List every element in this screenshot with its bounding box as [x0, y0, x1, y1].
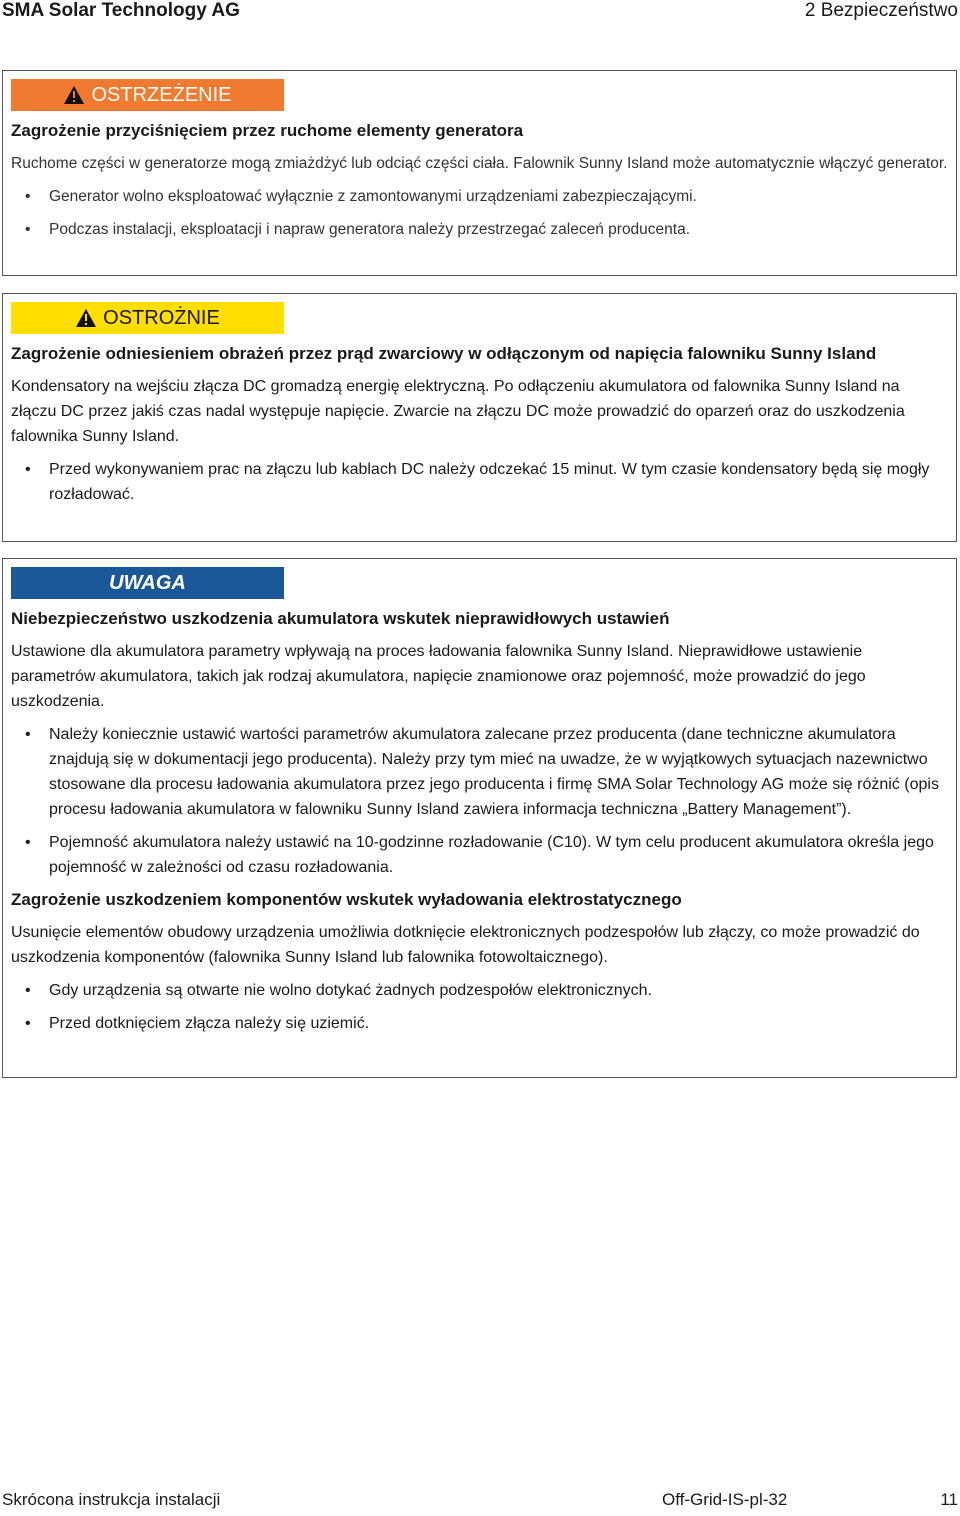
caution-label-text: OSTROŻNIE	[103, 307, 220, 329]
warning-title: Zagrożenie przyciśnięciem przez ruchome elementy generatora	[11, 121, 524, 140]
list-item: • Pojemność akumulatora należy ustawić na 10-godzinne rozładowanie (C10). W tym celu producent akumulatora określa jego pojemność w zależności od czasu rozładowania.	[11, 830, 948, 880]
page-footer	[0, 1490, 960, 1516]
document-code: Off-Grid-IS-pl-32	[662, 1490, 788, 1509]
notice-title-esd: Zagrożenie uszkodzeniem komponentów wskutek wyładowania elektrostatycznego	[11, 890, 682, 909]
warning-content	[11, 119, 948, 250]
caution-title: Zagrożenie odniesieniem obrażeń przez prąd zwarciowy w odłączonym od napięcia falowniku Sunny Island	[11, 344, 877, 363]
notice-label: UWAGA	[11, 567, 284, 599]
notice-text-esd: Usunięcie elementów obudowy urządzenia umożliwia dotknięcie elektronicznych podzespołów lub złączy, co może prowadzić do uszkodzenia komponentów (falownika Sunny Island lub falownika fotowoltaicznego).	[11, 924, 920, 966]
list-item: • Należy koniecznie ustawić wartości parametrów akumulatora zalecane przez producenta (dane techniczne akumulatora znajdują się w dokumentacji jego producenta). Należy przy tym mieć na uwadze, że w wyjątkowych sytuacjach nazewnictwo stosowane dla procesu ładowania akumulatora przez jego producenta i firmę SMA Solar Technology AG może się różnić (opis procesu ładowania akumulatora w falowniku Sunny Island zawiera informacja techniczna „Battery Management”).	[11, 722, 948, 822]
warning-bullets	[11, 184, 948, 242]
caution-bullets	[11, 457, 948, 507]
warning-label-text: OSTRZEŻENIE	[91, 84, 232, 106]
caution-content	[11, 342, 948, 515]
warning-label	[11, 79, 284, 111]
caution-text: Kondensatory na wejściu złącza DC gromadzą energię elektryczną. Po odłączeniu akumulatora od falownika Sunny Island na złączu DC przez jakiś czas nadal występuje napięcie. Zwarcie na złączu DC może prowadzić do oparzeń oraz do uszkodzenia falownika Sunny Island.	[11, 378, 905, 445]
notice-content	[11, 607, 948, 1044]
page-header	[0, 0, 960, 24]
notice-bullets-battery	[11, 722, 948, 880]
section-title: 2 Bezpieczeństwo	[804, 0, 958, 21]
notice-bullets-esd	[11, 978, 948, 1036]
warning-triangle-icon	[75, 308, 97, 328]
warning-box	[2, 70, 957, 276]
list-item: • Generator wolno eksploatować wyłącznie z zamontowanymi urządzeniami zabezpieczającymi.	[11, 184, 948, 209]
warning-triangle-icon	[63, 85, 85, 105]
page-number: 11	[940, 1490, 958, 1509]
caution-label	[11, 302, 284, 334]
company-name: SMA Solar Technology AG	[2, 0, 240, 21]
list-item: • Przed dotknięciem złącza należy się uziemić.	[11, 1011, 948, 1036]
document-title: Skrócona instrukcja instalacji	[2, 1490, 221, 1509]
notice-box	[2, 558, 957, 1078]
caution-box	[2, 293, 957, 542]
list-item: • Gdy urządzenia są otwarte nie wolno dotykać żadnych podzespołów elektronicznych.	[11, 978, 948, 1003]
notice-text-battery: Ustawione dla akumulatora parametry wpływają na proces ładowania falownika Sunny Island. Nieprawidłowe ustawienie parametrów akumulatora, takich jak rodzaj akumulatora, napięcie znamionowe oraz pojemność, może prowadzić do jego uszkodzenia.	[11, 643, 866, 710]
warning-text: Ruchome części w generatorze mogą zmiażdżyć lub odciąć części ciała. Falownik Sunny Island może automatycznie włączyć generator.	[11, 155, 948, 172]
list-item: • Przed wykonywaniem prac na złączu lub kablach DC należy odczekać 15 minut. W tym czasie kondensatory będą się mogły rozładować.	[11, 457, 948, 507]
list-item: • Podczas instalacji, eksploatacji i napraw generatora należy przestrzegać zaleceń producenta.	[11, 217, 948, 242]
notice-title-battery: Niebezpieczeństwo uszkodzenia akumulatora wskutek nieprawidłowych ustawień	[11, 609, 670, 628]
